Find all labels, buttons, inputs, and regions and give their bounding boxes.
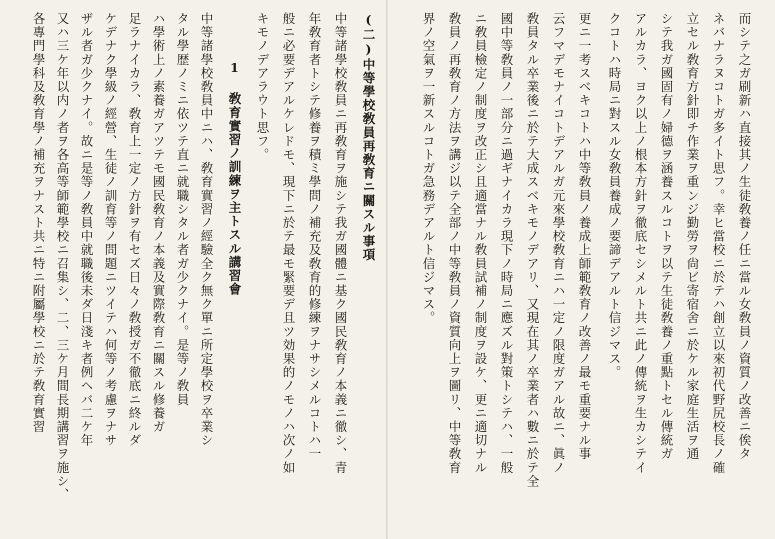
text-column: 更ニ一考スベキコトハ中等敎員ノ養成上師範敎育ノ改善ノ最モ重要ナル事 <box>577 12 592 461</box>
section-title: (二)中等學校敎員再敎育ニ關スル事項 <box>361 12 376 262</box>
text-column: ザル者ガ少クナイ。故ニ是等ノ敎員中就職後未ダ日淺キ者例ヘバ二ケ年 <box>79 12 94 448</box>
text-column: タル學歴ノミニ依ツテ直ニ就職シタル者ガ少クナイ。是等ノ敎員 <box>175 12 190 407</box>
text-column: 各專門學科及敎育學ノ補充ヲナスト共ニ特ニ附屬學校ニ於テ敎育實習 <box>31 12 46 434</box>
text-column: 云フマデモナイコトデアルガ元來學校敎育ニハ一定ノ限度ガアル故ニ、眞ノ <box>551 12 566 475</box>
text-column: 敎員タル卒業後ニ於テ大成スベキモノデアリ、又現在其ノ卒業者ハ數ニ於テ全 <box>525 12 540 488</box>
text-column: 般ニ必要デアルケレドモ、現下ニ於テ最モ緊要デ且ツ効果的ノモノハ次ノ如 <box>281 12 296 475</box>
text-column: 年敎育者トシテ修養ヲ積ミ學問ノ補充及敎育的修練ヲナサシメルコトハ一 <box>307 12 322 461</box>
text-column: アルカラ、ヨク以上ノ根本方針ヲ徹底セシメルト共ニ此ノ傳統ヲ生カシテイ <box>633 12 648 475</box>
text-column: キモノデアラウト思フ。 <box>255 12 270 162</box>
text-column: 又ハ三ケ年以内ノ者ヲ各高等師範學校ニ召集シ、二、三ケ月間長期講習ヲ施シ、 <box>55 12 70 502</box>
text-column: シテ我ガ國固有ノ婦德ヲ涵養スルコトヲ以テ生徒敎養ノ重點トセル傳統ガ <box>659 12 674 461</box>
right-page <box>388 0 775 539</box>
text-column: 敎員ノ再敎育ノ方法ヲ講ジ以テ全部ノ中等敎員ノ資質向上ヲ圖リ、中等敎育 <box>447 12 462 475</box>
text-column: 中等諸學校敎員中ニハ、敎育實習ノ經驗全ク無ク單ニ所定學校ヲ卒業シ <box>199 12 214 448</box>
text-column: 國中等敎員ノ一部分ニ過ギナイカラ現下ノ時局ニ應ズル對策トシテハ、一般 <box>499 12 514 475</box>
text-column: ハ學術上ノ素養ガアツテモ國民敎育ノ本義及實際敎育ニ關スル修養ガ <box>151 12 166 434</box>
text-column: ネバナラヌコトガ多イト思フ。幸ヒ當校ニ於テハ創立以來初代野尻校長ノ確 <box>711 12 726 475</box>
text-column: 中等諸學校敎員ニ再敎育ヲ施シテ我ガ國體ニ基ク國民敎育ノ本義ニ徹シ、青 <box>333 12 348 475</box>
text-column: 界ノ空氣ヲ一新スルコトガ急務デアルト信ジマス。 <box>421 12 436 325</box>
text-column: 立セル敎育方針即チ作業ヲ重ンジ勤勞ヲ尙ビ寄宿舍ニ於ケル家庭生活ヲ通 <box>685 12 700 461</box>
text-column: ニ敎員檢定ノ制度ヲ改正シ且適當ナル敎員試補ノ制度ヲ設ケ、更ニ適切ナル <box>473 12 488 475</box>
text-column: ケデナク學級ノ經營、生徒ノ訓育等ノ問題ニツイテハ何等ノ考慮ヲナサ <box>103 12 118 448</box>
left-page <box>0 0 386 539</box>
text-column: 而シテ之ガ刷新ハ直接其ノ生徒敎養ノ任ニ當ル女敎員ノ資質ノ改善ニ俟タ <box>737 12 752 461</box>
text-column: 足ラナイカラ、敎育上一定ノ方針ヲ有セズ日々ノ敎授ガ不徹底ニ終ルダ <box>127 12 142 448</box>
subsection-title: 1 敎育實習ノ訓練ヲ主トスル講習會 <box>227 60 242 297</box>
text-column: クコトハ時局ニ對スル女敎員養成ノ要諦デアルト信ジマス。 <box>607 12 622 380</box>
